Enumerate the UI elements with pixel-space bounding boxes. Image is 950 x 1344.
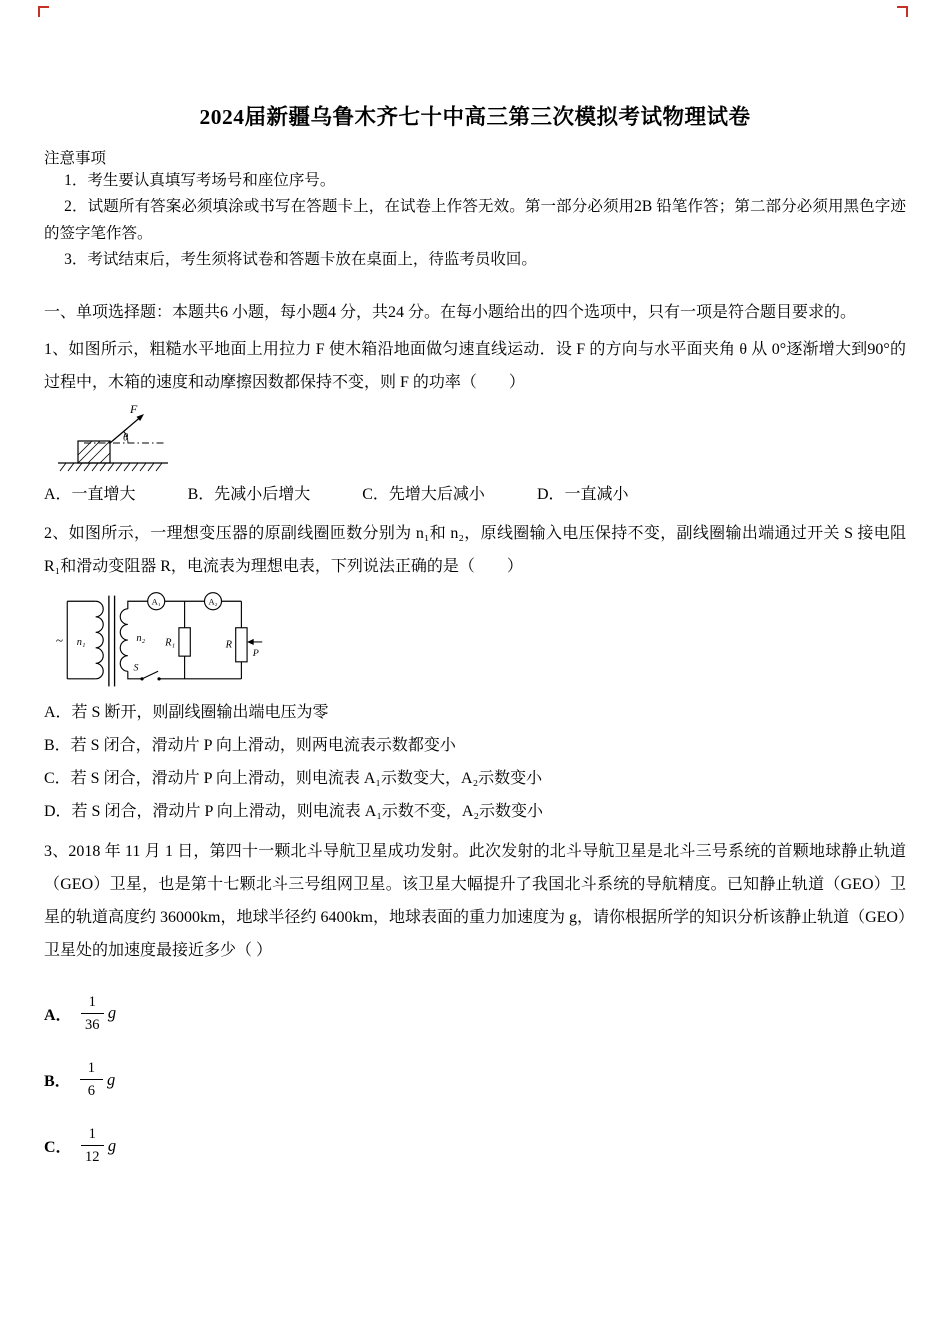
resistor-r1-label: R₁	[165, 637, 176, 649]
q2-option-a: A．若 S 断开，则副线圈输出端电压为零	[44, 703, 329, 721]
question-1	[44, 333, 906, 512]
question-2-options	[44, 696, 906, 829]
slider-arrowhead	[247, 639, 254, 645]
force-label: F	[130, 403, 138, 417]
secondary-turns-label: n₂	[136, 632, 146, 644]
q2-option-b: B．若 S 闭合，滑动片 P 向上滑动，则两电流表示数都变小	[44, 736, 456, 754]
box-hatching	[78, 441, 110, 463]
fraction-numerator: 1	[81, 993, 104, 1014]
question-1-options	[44, 479, 906, 511]
ammeter-a1-label: A₁	[151, 596, 161, 607]
red-crop-mark-right	[897, 6, 908, 17]
q1-figure-box-pulled-on-ground	[54, 403, 176, 477]
notice-item-2: 2．试题所有答案必须填涂或书写在答题卡上，在试卷上作答无效。第一部分必须用2B 铅笔作答；第二部分必须用黑色字迹的签字笔作答。	[44, 198, 906, 242]
question-3-options	[44, 993, 906, 1167]
page-title: 2024届新疆乌鲁木齐七十中高三第三次模拟考试物理试卷	[199, 105, 751, 129]
angle-label: θ	[123, 432, 129, 444]
q2-option-c: C．若 S 闭合，滑动片 P 向上滑动，则电流表 A₁示数变大，A₂示数变小	[44, 770, 543, 788]
slider-label: P	[252, 647, 259, 659]
resistor-r1	[179, 627, 190, 655]
switch-label: S	[133, 661, 139, 673]
q3-option-a-fraction	[81, 993, 104, 1034]
rheostat-r	[236, 627, 247, 661]
q3-option-c	[44, 1125, 906, 1166]
question-1-text: 1、如图所示，粗糙水平地面上用拉力 F 使木箱沿地面做匀速直线运动．设 F 的方向与水平面夹角 θ 从 0°逐渐增大到90°的过程中，木箱的速度和动摩擦因数都保持不变，则 F 的功率（ ）	[44, 340, 906, 391]
q3-option-b-label: B．	[44, 1073, 71, 1091]
transformer-core	[109, 595, 115, 686]
question-3	[44, 835, 906, 1167]
box	[78, 441, 110, 463]
q1-option-a: A．一直增大	[44, 486, 136, 504]
q2-option-d: D．若 S 闭合，滑动片 P 向上滑动，则电流表 A₁示数不变，A₂示数变小	[44, 803, 544, 821]
fraction-denominator: 12	[84, 1149, 100, 1166]
q3-option-c-label: C．	[44, 1139, 72, 1157]
q3-option-b-fraction	[80, 1059, 103, 1100]
q3-option-b	[44, 1059, 906, 1100]
rheostat-r-label: R	[225, 639, 232, 651]
secondary-coil	[120, 608, 128, 670]
q1-option-c: C．先增大后减小	[362, 486, 485, 504]
q3-option-a-label: A．	[44, 1006, 72, 1024]
primary-coil	[96, 601, 104, 679]
question-2-text: 2、如图所示，一理想变压器的原副线圈匝数分别为 n₁和 n₂，原线圈输入电压保持不变，副线圈输出端通过开关 S 接电阻 R₁和滑动变阻器 R，电流表为理想电表，下列说法正确的是（ ）	[44, 525, 906, 576]
fraction-numerator: 1	[81, 1125, 104, 1146]
section-1-header: 一、单项选择题：本题共6 小题，每小题4 分，共24 分。在每小题给出的四个选项中，只有一项是符合题目要求的。	[44, 304, 857, 322]
question-3-text: 3、2018 年 11 月 1 日，第四十一颗北斗导航卫星成功发射。此次发射的北斗导航卫星是北斗三号系统的首颗地球静止轨道（GEO）卫星，也是第十七颗北斗三号组网卫星。该卫星大幅提升了我国北斗系统的导航精度。已知静止轨道（GEO）卫星的轨道高度约 36000km，地球半径约 6400km，地球表面的重力加速度为 g，请你根据所学的知识分析该静止轨道（GEO）卫星处的加速度最接近多少（ ）	[44, 842, 906, 960]
ground-hatching	[60, 463, 162, 471]
q2-figure-transformer-circuit	[54, 588, 266, 694]
q1-option-d: D．一直减小	[536, 486, 629, 504]
q3-option-c-fraction	[81, 1125, 104, 1166]
q3-option-a	[44, 993, 906, 1034]
ac-source-symbol: ~	[55, 632, 64, 648]
notice-item-3: 3．考试结束后，考生须将试卷和答题卡放在桌面上，待监考员收回。	[64, 251, 537, 269]
red-crop-mark-left	[38, 6, 49, 17]
primary-turns-label: n₁	[76, 636, 86, 648]
fraction-denominator: 36	[84, 1016, 100, 1033]
q3-option-b-unit: g	[106, 1069, 116, 1089]
notice-item-1: 1．考生要认真填写考场号和座位序号。	[64, 172, 336, 189]
q1-option-b: B．先减小后增大	[187, 486, 311, 504]
notice-list	[44, 168, 906, 273]
ammeter-a2-label: A₂	[208, 596, 218, 607]
q3-option-c-unit: g	[107, 1135, 117, 1155]
question-2	[44, 517, 906, 829]
q3-option-a-unit: g	[107, 1003, 117, 1023]
switch-contact-right	[157, 677, 160, 680]
fraction-denominator: 6	[87, 1083, 95, 1100]
switch-lever	[142, 671, 158, 679]
notice-header: 注意事项	[44, 150, 107, 167]
fraction-numerator: 1	[80, 1059, 103, 1080]
